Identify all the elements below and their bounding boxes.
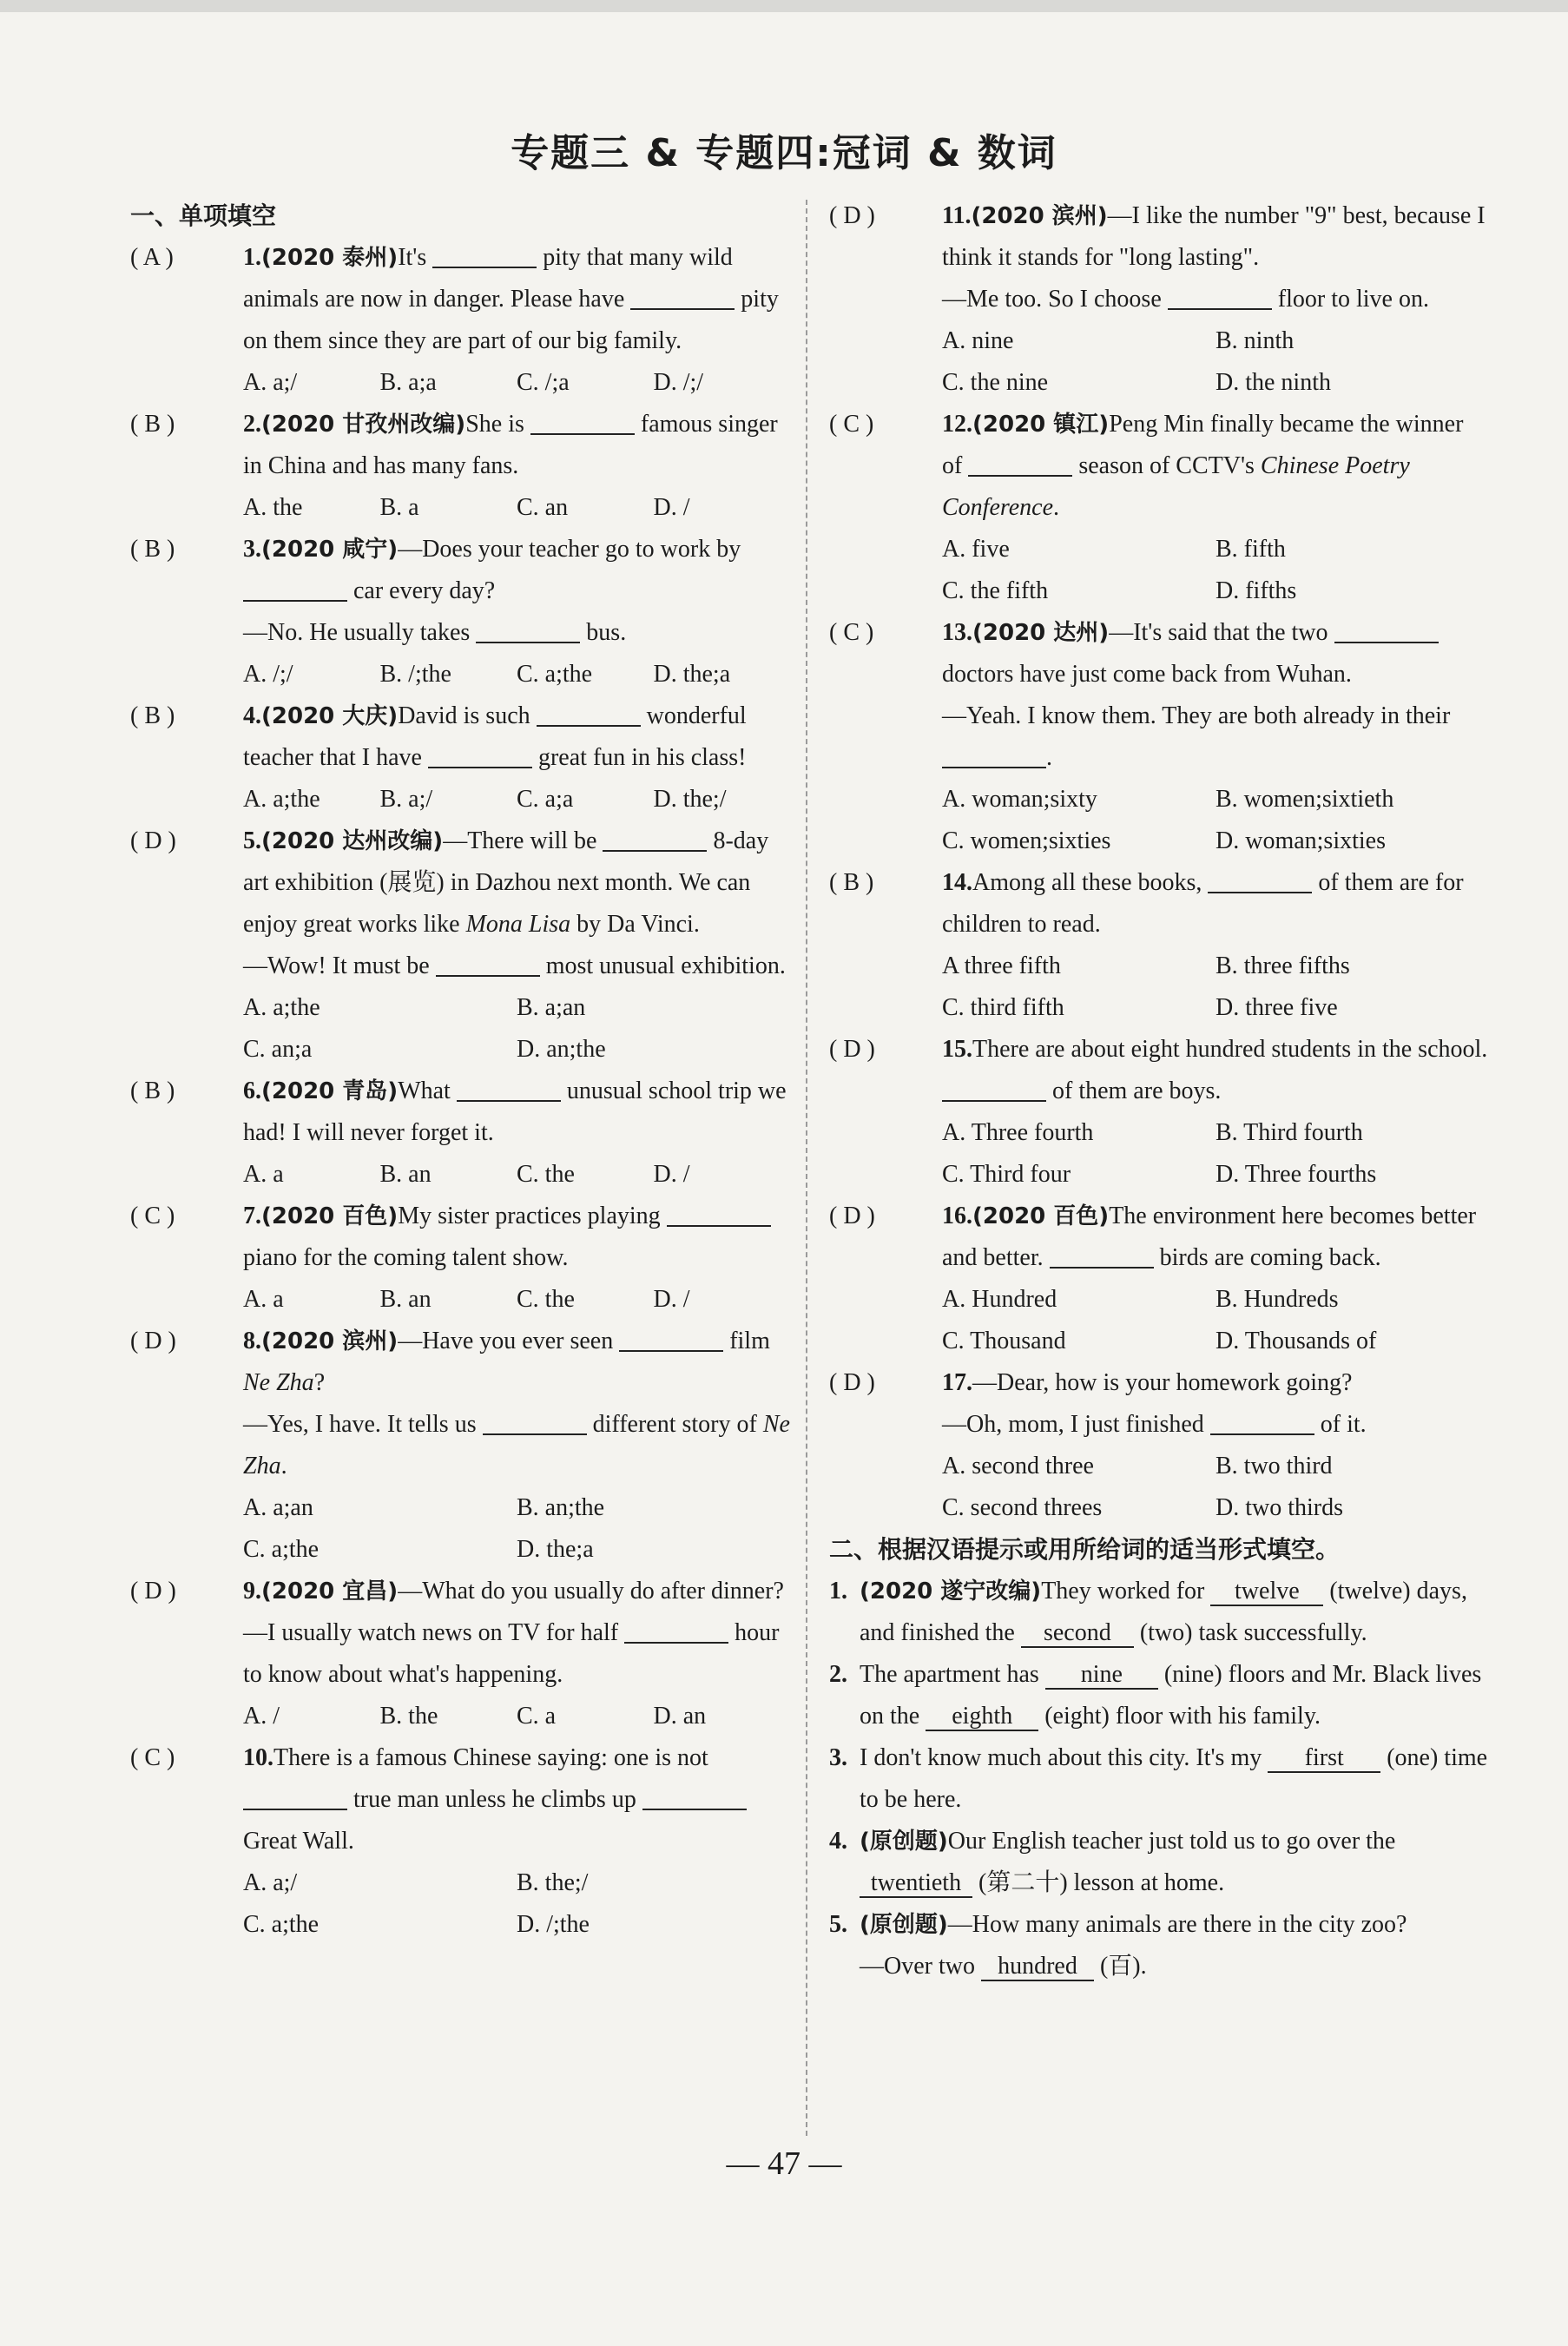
question-3: ( B ) 3.(2020 咸宁)—Does your teacher go to work by car every day? —No. He usually takes bus. A. /;/ B. /;the C. a;the D. the;a <box>130 529 790 695</box>
blank <box>428 741 532 768</box>
options: C. an;a D. an;the <box>243 1036 606 1063</box>
answer: ( C ) <box>130 1744 175 1771</box>
question-8: ( D ) 8.(2020 滨州)—Have you ever seen film Ne Zha? —Yes, I have. It tells us different story of Ne Zha. A. a;an B. an;the C. a;the D. the;a <box>130 1321 790 1571</box>
options: A three fifth B. three fifths <box>942 952 1350 979</box>
question-9: ( D ) 9.(2020 宜昌)—What do you usually do after dinner? —I usually watch news on TV for half hour to know about what's happening. A. / B. the C. a D. an <box>130 1571 790 1737</box>
blank <box>667 1199 771 1227</box>
options: A. a B. an C. the D. / <box>243 1286 690 1313</box>
options: A. a;the B. a;/ C. a;a D. the;/ <box>243 786 727 813</box>
question-13: ( C ) 13.(2020 达州)—It's said that the two doctors have just come back from Wuhan. —Yeah. I know them. They are both already in their . A. woman;sixty B. women;sixtieth C. women;sixties D. woman;sixties <box>829 612 1489 862</box>
question-14: ( B ) 14.Among all these books, of them are for children to read. A three fifth B. three fifths C. third fifth D. three five <box>829 862 1489 1029</box>
options: C. a;the D. /;the <box>243 1911 590 1938</box>
question-15: ( D ) 15.There are about eight hundred students in the school. of them are boys. A. Three fourth B. Third fourth C. Third four D. Three fourths <box>829 1029 1489 1196</box>
options: A. a;the B. a;an <box>243 994 586 1021</box>
options: A. Three fourth B. Third fourth <box>942 1119 1363 1146</box>
answer: ( B ) <box>829 869 874 896</box>
options: C. Thousand D. Thousands of <box>942 1328 1377 1354</box>
blank <box>436 949 540 977</box>
right-column <box>829 195 1489 1987</box>
fill-question-1: 1. (2020 遂宁改编)They worked for twelve (twelve) days, and finished the second (two) task successfully. <box>829 1578 1467 1646</box>
question-4: ( B ) 4.(2020 大庆)David is such wonderful teacher that I have great fun in his class! A. a;the B. a;/ C. a;a D. the;/ <box>130 695 790 820</box>
blank <box>243 574 347 602</box>
blank <box>619 1324 723 1352</box>
fill-question-5: 5. (原创题)—How many animals are there in the city zoo? —Over two hundred (百). <box>829 1911 1407 1980</box>
answer: ( C ) <box>829 619 874 646</box>
options: C. women;sixties D. woman;sixties <box>942 827 1386 854</box>
answer: twentieth <box>860 1870 972 1898</box>
section-heading-2: 二、根据汉语提示或用所给词的适当形式填空。 <box>829 1535 1341 1564</box>
answer: ( D ) <box>829 1369 875 1396</box>
answer: ( C ) <box>130 1203 175 1229</box>
blank <box>243 1783 347 1810</box>
options: A. / B. the C. a D. an <box>243 1703 707 1730</box>
options: C. the nine D. the ninth <box>942 369 1331 396</box>
answer: hundred <box>981 1954 1094 1981</box>
blank <box>642 1783 747 1810</box>
blank <box>603 824 707 852</box>
blank <box>942 741 1046 768</box>
options: C. a;the D. the;a <box>243 1536 594 1563</box>
blank <box>476 616 580 643</box>
answer: twelve <box>1210 1578 1323 1606</box>
options: A. a;/ B. a;a C. /;a D. /;/ <box>243 369 704 396</box>
scan-edge <box>0 0 1568 12</box>
blank <box>968 449 1072 477</box>
answer: ( D ) <box>829 202 875 229</box>
answer: ( C ) <box>829 411 874 438</box>
answer: ( D ) <box>130 1328 176 1354</box>
options: A. Hundred B. Hundreds <box>942 1286 1339 1313</box>
options: A. a;an B. an;the <box>243 1494 605 1521</box>
blank <box>1168 282 1272 310</box>
blank <box>1334 616 1439 643</box>
fill-question-2: 2. The apartment has nine (nine) floors and Mr. Black lives on the eighth (eight) floor with his family. <box>829 1661 1482 1730</box>
answer: ( D ) <box>829 1203 875 1229</box>
answer: ( D ) <box>130 1578 176 1605</box>
blank <box>1210 1407 1314 1435</box>
question-10: ( C ) 10.There is a famous Chinese saying: one is not true man unless he climbs up Great Wall. A. a;/ B. the;/ C. a;the D. /;the <box>130 1737 790 1946</box>
blank <box>1208 866 1312 893</box>
question-16: ( D ) 16.(2020 百色)The environment here becomes better and better. birds are coming back. A. Hundred B. Hundreds C. Thousand D. Thousands of <box>829 1196 1489 1362</box>
answer: ( A ) <box>130 244 174 271</box>
answer: ( B ) <box>130 702 175 729</box>
question-12: ( C ) 12.(2020 镇江)Peng Min finally became the winner of season of CCTV's Chinese Poetry Conference. A. five B. fifth C. the fifth D. fifths <box>829 404 1489 612</box>
left-column <box>130 195 790 1946</box>
blank <box>530 407 635 435</box>
fill-question-3: 3. I don't know much about this city. It's my first (one) time to be here. <box>829 1744 1488 1813</box>
page-number: — 47 — <box>726 2145 842 2182</box>
column-divider <box>806 200 807 2136</box>
blank <box>483 1407 587 1435</box>
answer: ( B ) <box>130 1077 175 1104</box>
question-11: ( D ) 11.(2020 滨州)—I like the number "9" best, because I think it stands for "long lasting". —Me too. So I choose floor to live on. A. nine B. ninth C. the nine D. the ninth <box>829 195 1489 404</box>
options: C. third fifth D. three five <box>942 994 1338 1021</box>
options: A. woman;sixty B. women;sixtieth <box>942 786 1394 813</box>
page-title: 专题三 & 专题四:冠词 & 数词 <box>511 131 1057 175</box>
question-17: ( D ) 17.—Dear, how is your homework going? —Oh, mom, I just finished of it. A. second three B. two third C. second threes D. two thirds <box>829 1362 1489 1529</box>
blank <box>537 699 641 727</box>
question-7: ( C ) 7.(2020 百色)My sister practices playing piano for the coming talent show. A. a B. an C. the D. / <box>130 1196 790 1321</box>
answer: second <box>1021 1620 1134 1648</box>
section-heading-1: 一、单项填空 <box>130 201 277 230</box>
options: C. Third four D. Three fourths <box>942 1161 1377 1188</box>
answer: ( B ) <box>130 411 175 438</box>
options: A. a B. an C. the D. / <box>243 1161 690 1188</box>
options: C. the fifth D. fifths <box>942 577 1297 604</box>
options: A. second three B. two third <box>942 1453 1333 1479</box>
options: A. /;/ B. /;the C. a;the D. the;a <box>243 661 731 688</box>
blank <box>624 1616 728 1644</box>
options: C. second threes D. two thirds <box>942 1494 1343 1521</box>
question-2: ( B ) 2.(2020 甘孜州改编)She is famous singer in China and has many fans. A. the B. a C. an D. / <box>130 404 790 529</box>
question-5: ( D ) 5.(2020 达州改编)—There will be 8-day art exhibition (展览) in Dazhou next month. We can enjoy great works like Mona Lisa by Da Vinci. —Wow! It must be most unusual exhibition. A. a;the B. a;an C. an;a D. an;the <box>130 820 790 1071</box>
question-6: ( B ) 6.(2020 青岛)What unusual school trip we had! I will never forget it. A. a B. an C. the D. / <box>130 1071 790 1196</box>
options: A. nine B. ninth <box>942 327 1295 354</box>
answer: ( D ) <box>829 1036 875 1063</box>
answer: eighth <box>926 1703 1038 1731</box>
blank <box>630 282 735 310</box>
answer: first <box>1268 1745 1380 1773</box>
answer: ( D ) <box>130 827 176 854</box>
question-1: ( A ) 1.(2020 泰州)It's pity that many wild animals are now in danger. Please have pity on them since they are part of our big family. A. a;/ B. a;a C. /;a D. /;/ <box>130 237 790 404</box>
blank <box>1050 1241 1154 1269</box>
answer: ( B ) <box>130 536 175 563</box>
fill-question-4: 4. (原创题)Our English teacher just told us to go over the twentieth (第二十) lesson at home. <box>829 1828 1396 1896</box>
options: A. the B. a C. an D. / <box>243 494 690 521</box>
blank <box>457 1074 561 1102</box>
blank <box>432 241 537 268</box>
blank <box>942 1074 1046 1102</box>
options: A. five B. fifth <box>942 536 1286 563</box>
answer: nine <box>1045 1662 1158 1690</box>
options: A. a;/ B. the;/ <box>243 1869 589 1896</box>
